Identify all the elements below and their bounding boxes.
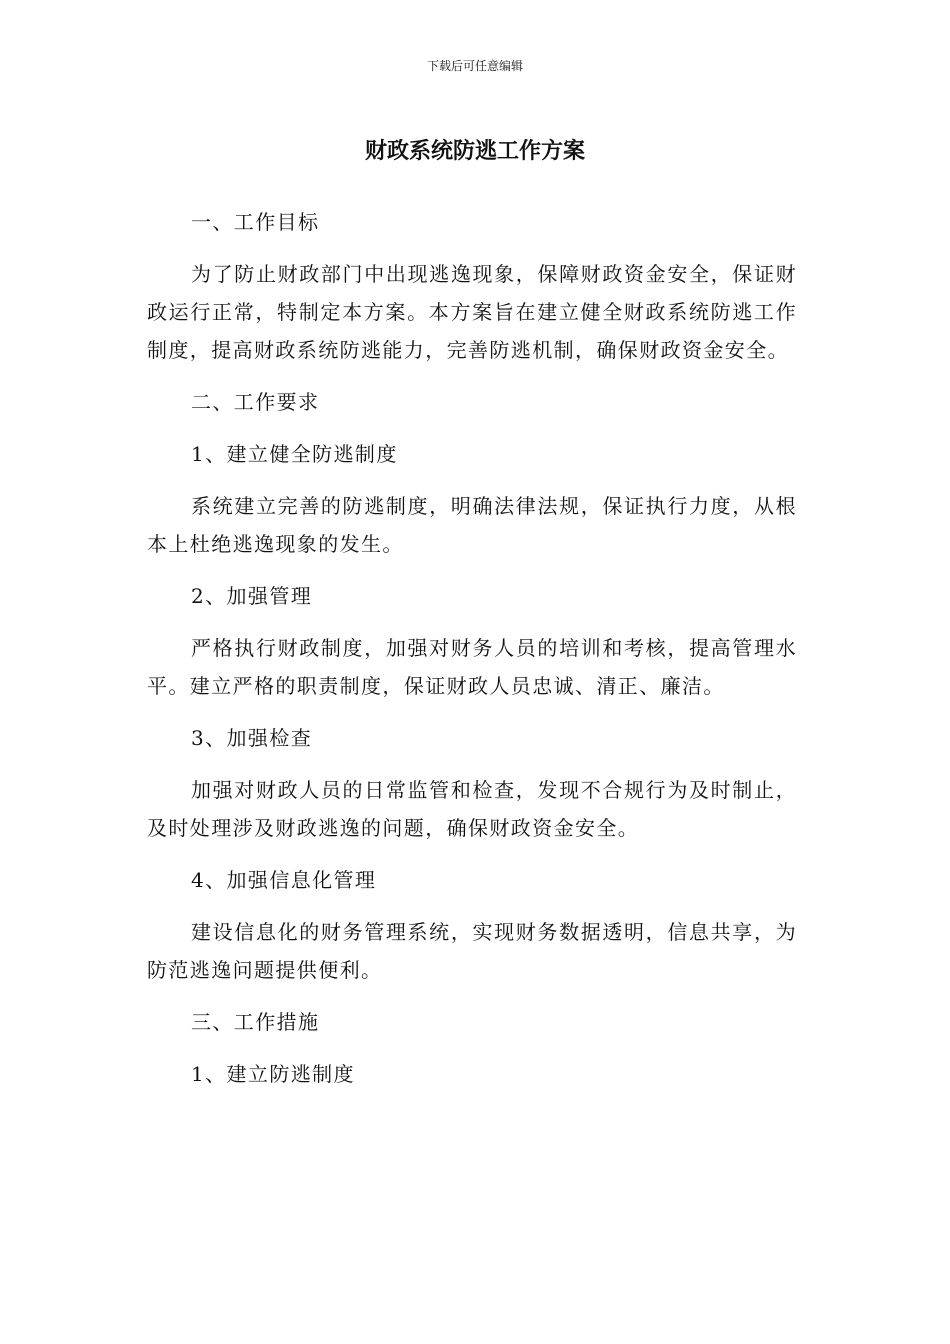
section-heading-goal: 一、工作目标 <box>191 210 320 234</box>
paragraph-inspection: 加强对财政人员的日常监管和检查，发现不合规行为及时制止，及时处理涉及财政逃逸的问题，确保财政资金安全。 <box>147 778 797 840</box>
document-body <box>147 203 797 1093</box>
paragraph-management: 严格执行财政制度，加强对财务人员的培训和考核，提高管理水平。建立严格的职责制度，保证财政人员忠诚、清正、廉洁。 <box>147 636 797 698</box>
paragraph-goal: 为了防止财政部门中出现逃逸现象，保障财政资金安全，保证财政运行正常，特制定本方案。本方案旨在建立健全财政系统防逃工作制度，提高财政系统防逃能力，完善防逃机制，确保财政资金安全。 <box>147 262 797 362</box>
paragraph-informatization: 建设信息化的财务管理系统，实现财务数据透明，信息共享，为防范逃逸问题提供便利。 <box>147 920 797 982</box>
subheading-establish-system: 1、建立防逃制度 <box>191 1062 355 1086</box>
section-heading-requirements: 二、工作要求 <box>191 390 320 414</box>
subheading-system: 1、建立健全防逃制度 <box>191 442 398 466</box>
subheading-informatization: 4、加强信息化管理 <box>191 868 377 892</box>
document-title: 财政系统防逃工作方案 <box>364 139 585 164</box>
header-note: 下载后可任意编辑 <box>426 59 523 73</box>
section-heading-measures: 三、工作措施 <box>191 1010 320 1034</box>
subheading-inspection: 3、加强检查 <box>191 726 313 750</box>
paragraph-system: 系统建立完善的防逃制度，明确法律法规，保证执行力度，从根本上杜绝逃逸现象的发生。 <box>147 494 797 556</box>
subheading-management: 2、加强管理 <box>191 584 313 608</box>
